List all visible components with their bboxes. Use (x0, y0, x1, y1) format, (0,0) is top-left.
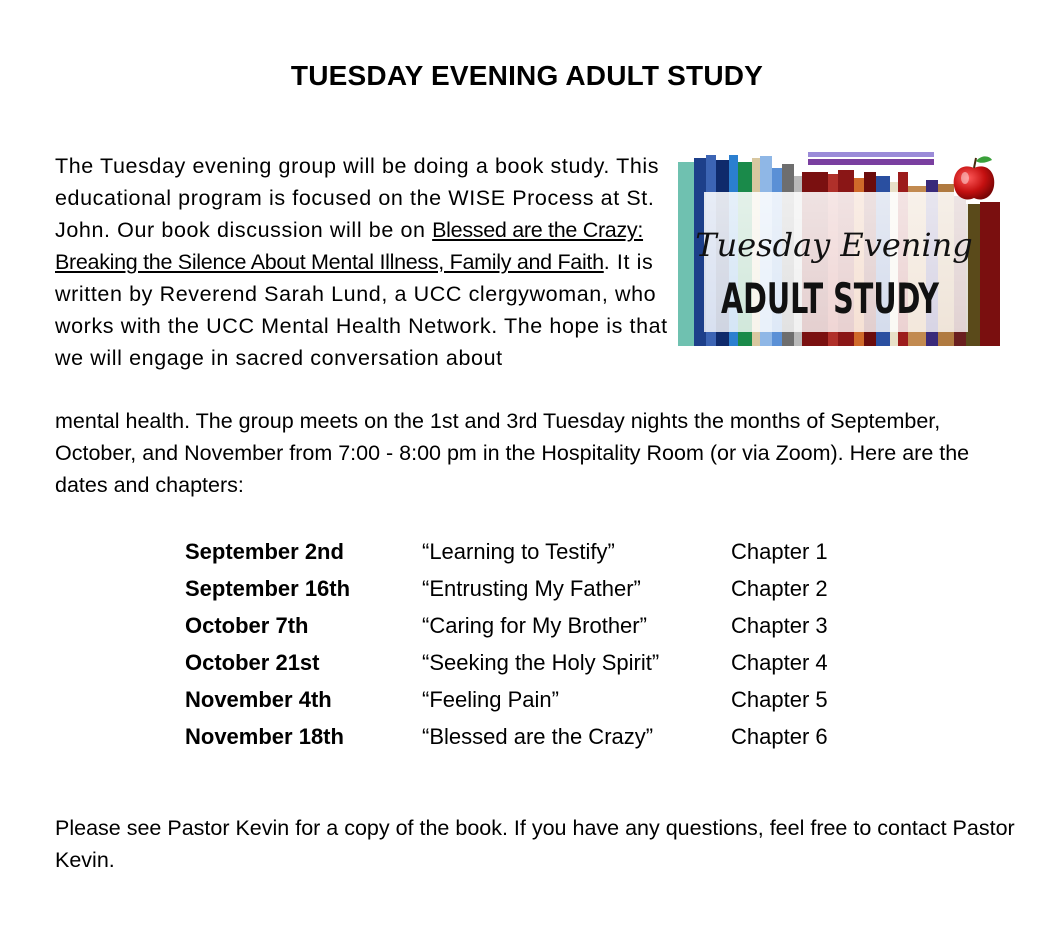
adult-study-logo (676, 150, 1002, 350)
schedule-row (185, 644, 905, 681)
intro-text-end: . It is written by Reverend Sarah Lund, a UCC clergywoman, who works with the UCC Mental Health Network. The hope is that we will engage in sacred conversation about (55, 250, 668, 370)
schedule-date: September 16th (185, 575, 351, 601)
page-title: TUESDAY EVENING ADULT STUDY (290, 60, 764, 91)
closing-paragraph: Please see Pastor Kevin for a copy of the book. If you have any questions, feel free to contact Pastor Kevin. (55, 816, 1015, 872)
logo-script-text: Tuesday Evening (695, 226, 973, 264)
schedule-chapter-title: “Blessed are the Crazy” (422, 723, 654, 749)
schedule-chapter-number: Chapter 1 (731, 538, 828, 564)
schedule-chapter-title: “Learning to Testify” (422, 538, 615, 564)
logo-bold-text: ADULT STUDY (721, 274, 940, 323)
schedule-chapter-number: Chapter 6 (731, 723, 828, 749)
schedule-date: November 4th (185, 686, 332, 712)
schedule-row (185, 533, 905, 570)
book-title: Blessed are the Crazy: Breaking the Silence About Mental Illness, Family and Faith (55, 218, 644, 274)
schedule-row (185, 718, 905, 755)
schedule-chapter-title: “Caring for My Brother” (422, 612, 647, 638)
schedule-chapter-title: “Feeling Pain” (422, 686, 559, 712)
schedule-table (185, 533, 905, 755)
schedule-chapter-title: “Entrusting My Father” (422, 575, 641, 601)
intro-text-start: The Tuesday evening group will be doing a book study. This educational program is focused on the WISE Process at St. John. Our book discussion will be on (55, 154, 660, 242)
schedule-row (185, 607, 905, 644)
schedule-chapter-title: “Seeking the Holy Spirit” (422, 649, 660, 675)
intro-paragraph (55, 150, 675, 374)
schedule-row (185, 570, 905, 607)
schedule-date: October 21st (185, 649, 320, 675)
continuation-paragraph: mental health. The group meets on the 1st and 3rd Tuesday nights the months of September, October, and November from 7:00 - 8:00 pm in the Hospitality Room (or via Zoom). Here are the dates and chapters: (55, 409, 970, 497)
schedule-chapter-number: Chapter 3 (731, 612, 828, 638)
schedule-chapter-number: Chapter 5 (731, 686, 828, 712)
schedule-row (185, 681, 905, 718)
schedule-date: November 18th (185, 723, 344, 749)
apple-icon (954, 156, 995, 199)
schedule-chapter-number: Chapter 4 (731, 649, 828, 675)
schedule-date: October 7th (185, 612, 309, 638)
schedule-chapter-number: Chapter 2 (731, 575, 828, 601)
schedule-date: September 2nd (185, 538, 344, 564)
